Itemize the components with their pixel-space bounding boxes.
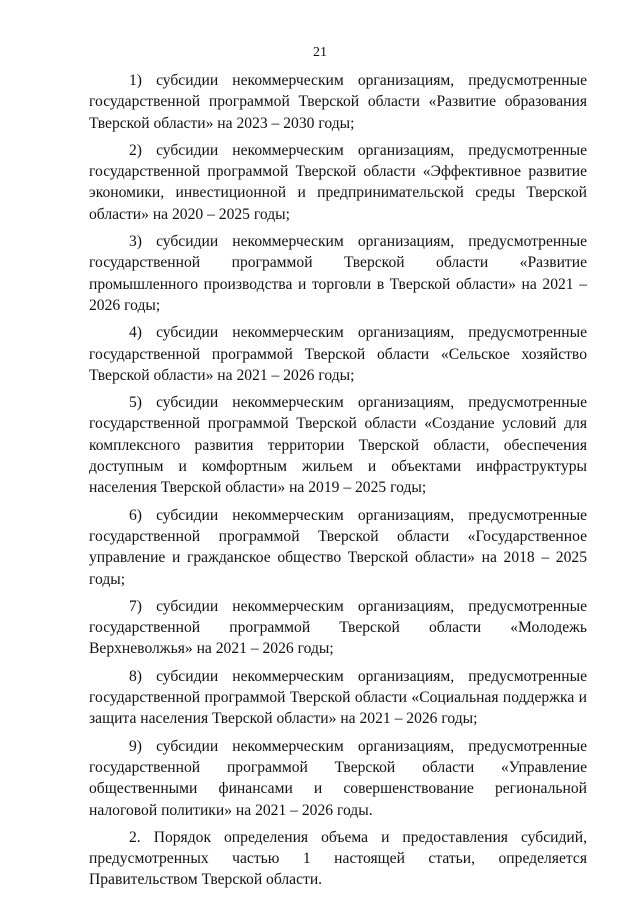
list-item-8: 8) субсидии некоммерческим организациям, предусмотренные государственной программой Тверской области «Социальная поддержка и защита населения Тверской области» на 2021 – 2026 годы;: [89, 667, 587, 728]
list-item-5: 5) субсидии некоммерческим организациям, предусмотренные государственной программой Тверской области «Создание условий для комплексного развития территории Тверской области, обеспечения доступным и комфортным жильем и объектами инфраструктуры населения Тверской области» на 2019 – 2025 годы;: [89, 394, 587, 497]
article-clause-2: 2. Порядок определения объема и предоставления субсидий, предусмотренных частью 1 настоящей статьи, определяется Правительством Тверской области.: [89, 828, 587, 889]
list-item-7: 7) субсидии некоммерческим организациям, предусмотренные государственной программой Тверской области «Молодежь Верхневолжья» на 2021 – 2026 годы;: [89, 597, 587, 658]
list-item-2: 2) субсидии некоммерческим организациям, предусмотренные государственной программой Тверской области «Эффективное развитие экономики, инвестиционной и предпринимательской среды Тверской области» на 2020 – 2025 годы;: [89, 141, 587, 223]
list-item-3: 3) субсидии некоммерческим организациям, предусмотренные государственной программой Тверской области «Развитие промышленного производства и торговли в Тверской области» на 2021 – 2026 годы;: [89, 233, 587, 314]
document-body: [89, 70, 587, 897]
list-item-9: 9) субсидии некоммерческим организациям, предусмотренные государственной программой Тверской области «Управление общественными финансами и совершенствование региональной налоговой политики» на 2021 – 2026 годы.: [89, 737, 587, 819]
list-item-1: 1) субсидии некоммерческим организациям, предусмотренные государственной программой Тверской области «Развитие образования Тверской области» на 2023 – 2030 годы;: [89, 72, 587, 132]
list-item-4: 4) субсидии некоммерческим организациям, предусмотренные государственной программой Тверской области «Сельское хозяйство Тверской области» на 2021 – 2026 годы;: [89, 324, 587, 384]
list-item-6: 6) субсидии некоммерческим организациям, предусмотренные государственной программой Тверской области «Государственное управление и гражданское общество Тверской области» на 2018 – 2025 годы;: [89, 506, 587, 588]
page-number: 21: [313, 45, 327, 60]
